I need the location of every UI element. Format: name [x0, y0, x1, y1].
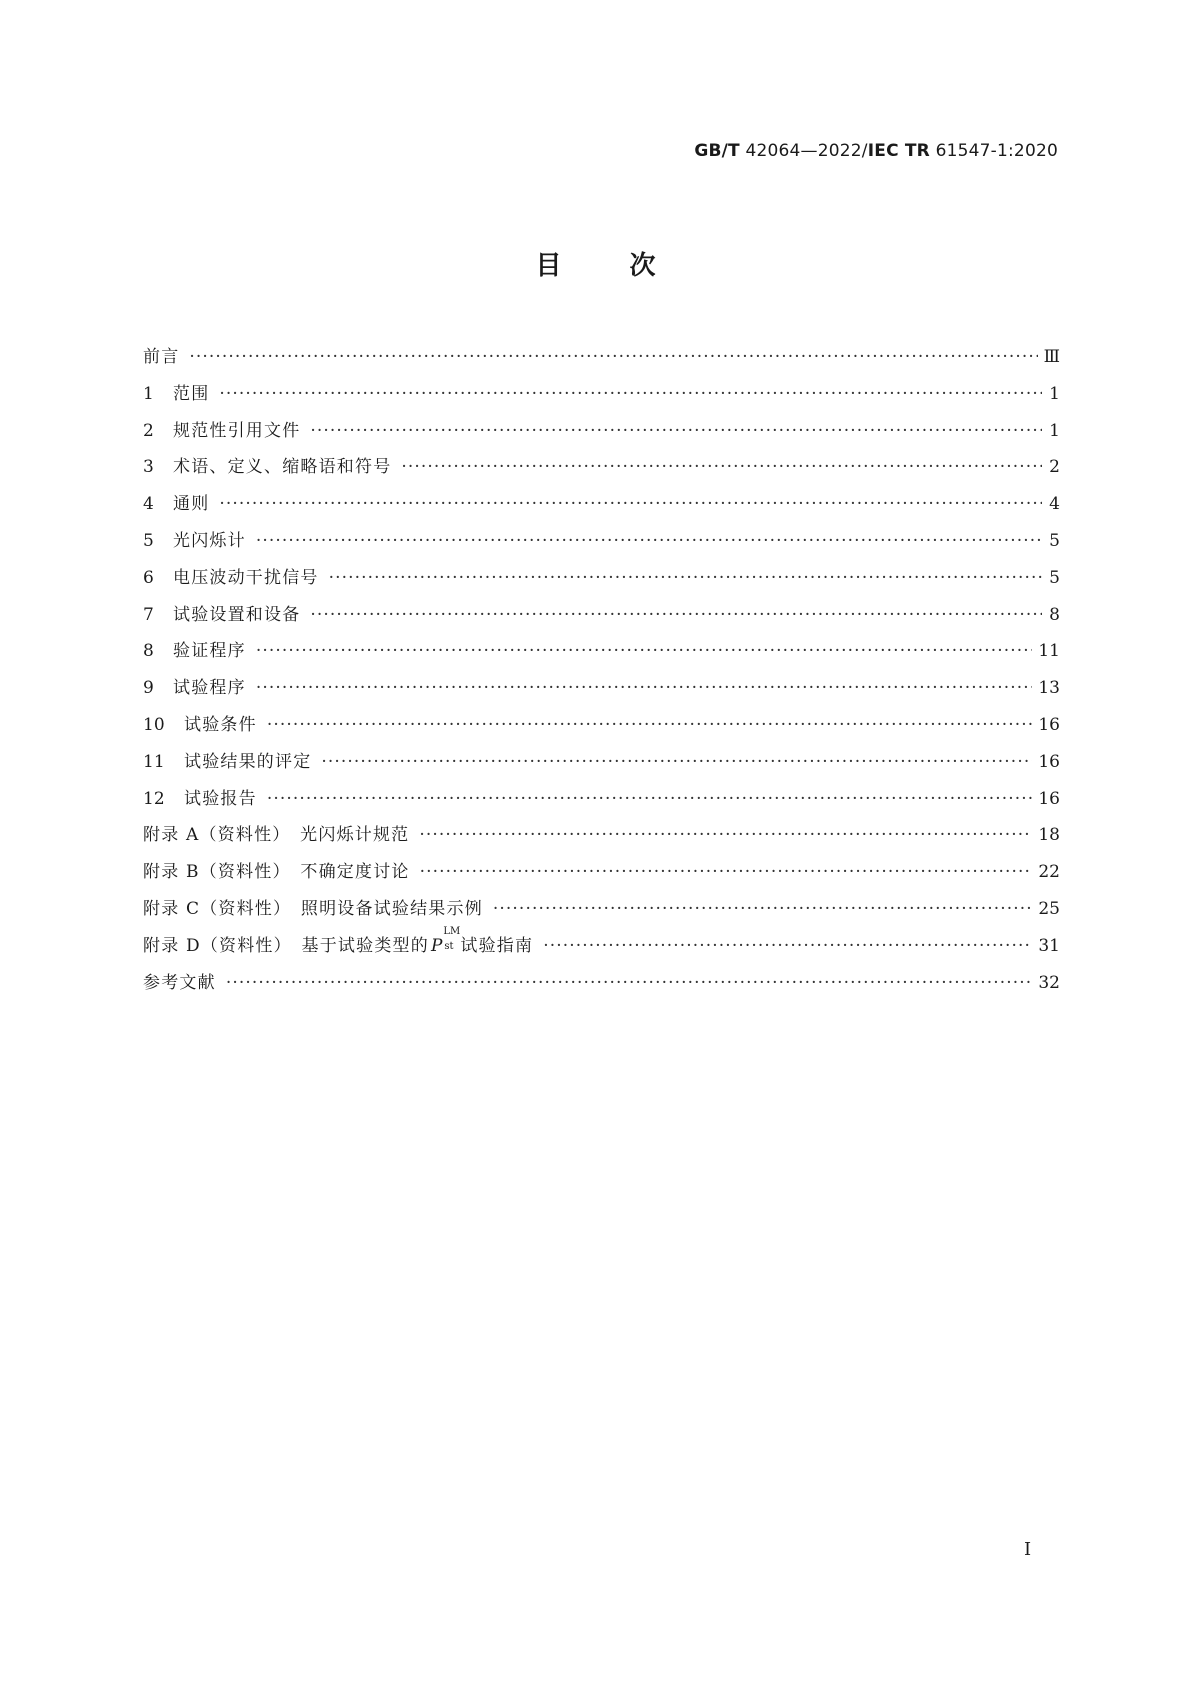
toc-entry-title: 前言 [143, 347, 180, 367]
toc-page-number: 5 [1049, 567, 1060, 588]
toc-page-number: Ⅲ [1043, 347, 1060, 367]
toc-page-number: 11 [1038, 641, 1060, 662]
page-title [0, 245, 1191, 282]
toc-entry-number: 11 [143, 751, 165, 772]
toc-entry-title: 规范性引用文件 [173, 420, 301, 441]
toc-entry-annex-d[interactable] [143, 925, 1060, 965]
toc-entry-annex-b[interactable] [143, 854, 1060, 891]
toc-entry-number: 8 [143, 641, 154, 662]
toc-entry-title: 试验设置和设备 [173, 604, 301, 625]
standard-number: 42064—2022/ [739, 141, 868, 161]
toc-entry-11[interactable] [143, 744, 1060, 781]
toc-entry-6[interactable] [143, 560, 1060, 597]
toc-leader-dots [219, 376, 1042, 413]
toc-page-number: 2 [1049, 457, 1060, 478]
toc-entry-title: 试验程序 [173, 678, 246, 699]
toc-leader-dots [543, 928, 1032, 965]
toc-entry-annex-c[interactable] [143, 891, 1060, 928]
iec-number: 61547-1:2020 [929, 141, 1058, 161]
toc-entry-number: 12 [143, 788, 165, 809]
toc-leader-dots [321, 744, 1032, 781]
toc-leader-dots [493, 891, 1032, 928]
toc-entry-number: 5 [143, 530, 154, 551]
toc-entry-7[interactable] [143, 597, 1060, 634]
toc-entry-8[interactable] [143, 633, 1060, 670]
toc-entry-title: 验证程序 [173, 641, 246, 662]
toc-page-number: 18 [1038, 825, 1060, 846]
toc-leader-dots [189, 339, 1037, 376]
standard-prefix: GB/T [694, 141, 740, 161]
toc-entry-title: 电压波动干扰信号 [173, 567, 319, 588]
toc-leader-dots [267, 781, 1033, 818]
pst-indices [442, 925, 461, 952]
toc-entry-foreword[interactable] [143, 339, 1060, 376]
toc-leader-dots [256, 670, 1033, 707]
toc-entry-3[interactable] [143, 449, 1060, 486]
toc-page-number: 5 [1049, 530, 1060, 551]
toc-entry-title-suffix: 试验指南 [460, 935, 534, 956]
toc-entry-number: 1 [143, 383, 154, 404]
toc-entry-1[interactable] [143, 376, 1060, 413]
toc-leader-dots [420, 854, 1033, 891]
table-of-contents [143, 339, 1060, 1001]
toc-entry-number: 4 [143, 494, 154, 515]
toc-entry-2[interactable] [143, 413, 1060, 450]
toc-entry-title: 范围 [173, 383, 210, 404]
toc-page-number: 22 [1038, 862, 1060, 883]
toc-entry-number: 3 [143, 457, 154, 478]
toc-entry-title: 附录 B（资料性） 不确定度讨论 [143, 862, 410, 883]
toc-entry-number: 9 [143, 678, 154, 699]
toc-leader-dots [267, 707, 1033, 744]
toc-page-number: 8 [1049, 604, 1060, 625]
toc-entry-annex-a[interactable] [143, 817, 1060, 854]
toc-page-number: 13 [1038, 678, 1060, 699]
toc-entry-title: 附录 D（资料性） 基于试验类型的 [143, 935, 429, 956]
toc-entry-number: 2 [143, 420, 154, 441]
toc-leader-dots [256, 633, 1033, 670]
toc-leader-dots [310, 597, 1042, 634]
title-char-2: 次 [629, 251, 656, 281]
toc-entry-title: 附录 C（资料性） 照明设备试验结果示例 [143, 898, 483, 919]
toc-page-number: 16 [1038, 788, 1060, 809]
toc-entry-bibliography[interactable] [143, 965, 1060, 1002]
toc-entry-9[interactable] [143, 670, 1060, 707]
toc-entry-10[interactable] [143, 707, 1060, 744]
toc-entry-12[interactable] [143, 781, 1060, 818]
toc-page-number: 4 [1049, 494, 1060, 515]
toc-leader-dots [256, 523, 1042, 560]
iec-prefix: IEC TR [867, 141, 930, 161]
toc-leader-dots [329, 560, 1042, 597]
toc-entry-title: 试验条件 [184, 714, 257, 735]
toc-entry-4[interactable] [143, 486, 1060, 523]
pst-superscript: LM [443, 925, 461, 937]
toc-leader-dots [310, 413, 1042, 450]
toc-page-number: 32 [1038, 972, 1060, 993]
toc-page-number: 16 [1038, 714, 1060, 735]
toc-entry-title: 附录 A（资料性） 光闪烁计规范 [143, 825, 410, 846]
toc-entry-number: 7 [143, 604, 154, 625]
toc-entry-title: 通则 [173, 494, 210, 515]
toc-leader-dots [419, 817, 1032, 854]
title-char-1: 目 [535, 251, 562, 281]
toc-entry-title: 术语、定义、缩略语和符号 [173, 457, 392, 478]
document-code [694, 141, 1058, 161]
pst-subscript: st [444, 940, 454, 952]
toc-leader-dots [401, 449, 1042, 486]
toc-entry-5[interactable] [143, 523, 1060, 560]
toc-page-number: 31 [1038, 935, 1060, 956]
toc-entry-number: 10 [143, 714, 165, 735]
toc-leader-dots [219, 486, 1042, 523]
toc-page-number: 16 [1038, 751, 1060, 772]
toc-entry-title: 试验结果的评定 [184, 751, 312, 772]
toc-page-number: 1 [1049, 383, 1060, 404]
toc-entry-title: 试验报告 [184, 788, 257, 809]
page-number: I [1024, 1539, 1032, 1560]
pst-symbol: P [430, 935, 443, 956]
toc-leader-dots [226, 965, 1033, 1002]
toc-entry-title: 光闪烁计 [173, 530, 246, 551]
toc-entry-title: 参考文献 [143, 972, 216, 993]
toc-page-number: 1 [1049, 420, 1060, 441]
toc-entry-number: 6 [143, 567, 154, 588]
toc-page-number: 25 [1038, 898, 1060, 919]
